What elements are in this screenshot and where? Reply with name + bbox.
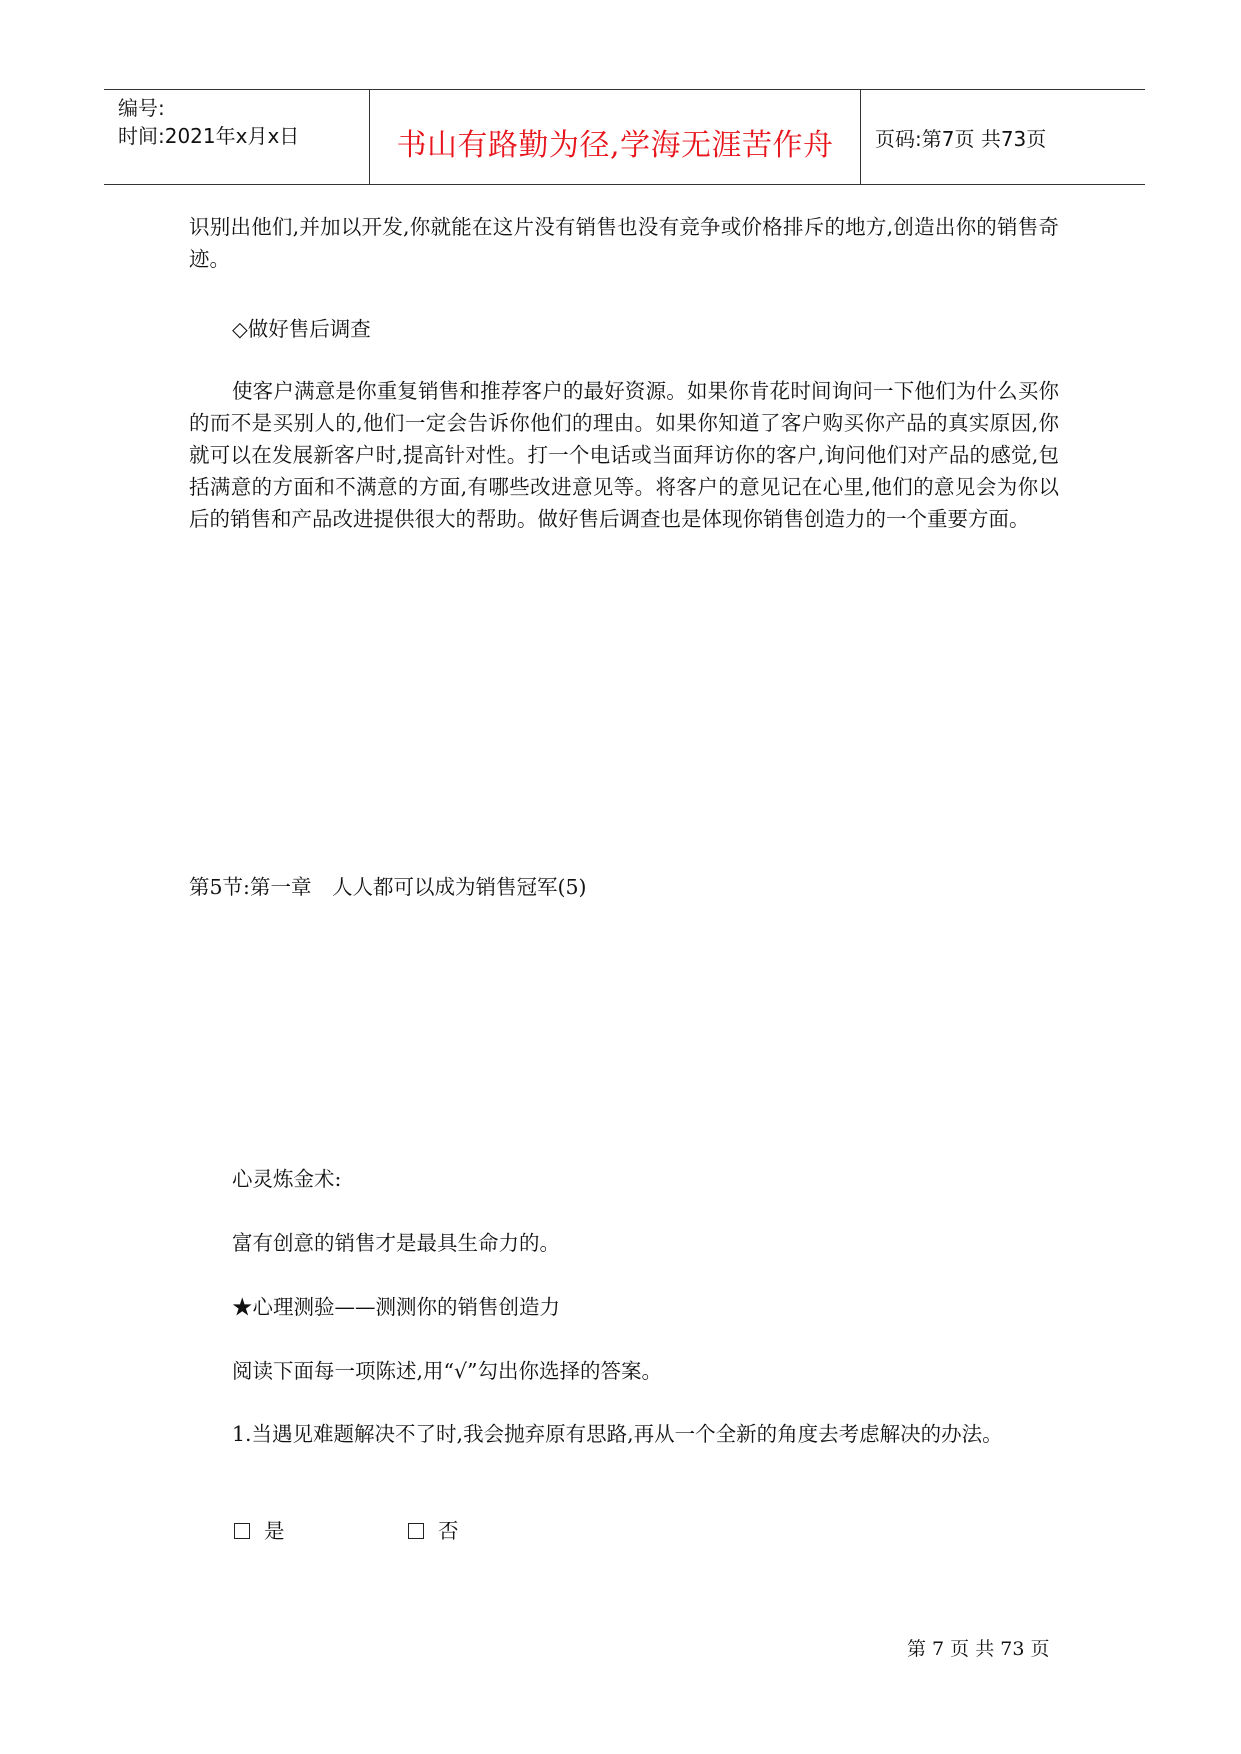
quiz-instruction: 阅读下面每一项陈述,用“√”勾出你选择的答案。	[232, 1359, 663, 1383]
question-1: 1.当遇见难题解决不了时,我会抛弃原有思路,再从一个全新的角度去考虑解决的办法。	[232, 1422, 1003, 1446]
option-no-label: 否	[438, 1519, 459, 1543]
paragraph-after-sales: 使客户满意是你重复销售和推荐客户的最好资源。如果你肯花时间询问一下他们为什么买你的而不是买别人的,他们一定会告诉你他们的理由。如果你知道了客户购买你产品的真实原因,你就可以在发展新客户时,提高针对性。打一个电话或当面拜访你的客户,询问他们对产品的感觉,包括满意的方面和不满意的方面,有哪些改进意见等。将客户的意见记在心里,他们的意见会为你以后的销售和产品改进提供很大的帮助。做好售后调查也是体现你销售创造力的一个重要方面。	[189, 379, 1059, 531]
heading-after-sales-survey: ◇做好售后调查	[232, 317, 371, 341]
checkbox-icon[interactable]	[408, 1523, 424, 1539]
header-motto: 书山有路勤为径,学海无涯苦作舟	[396, 128, 834, 163]
header-page-label: 页码:第7页 共73页	[875, 127, 1047, 151]
paragraph-continuation: 识别出他们,并加以开发,你就能在这片没有销售也没有竞争或价格排斥的地方,创造出你的销售奇迹。	[189, 215, 1059, 271]
page-footer: 第 7 页 共 73 页	[907, 1638, 1050, 1660]
option-yes[interactable]	[234, 1514, 285, 1544]
section-title: 第5节:第一章 人人都可以成为销售冠军(5)	[189, 875, 587, 899]
alchemy-text: 富有创意的销售才是最具生命力的。	[232, 1231, 560, 1255]
document-number-label: 编号:	[118, 96, 165, 120]
alchemy-label: 心灵炼金术:	[232, 1167, 342, 1191]
page-header	[104, 89, 1145, 185]
checkbox-icon[interactable]	[234, 1523, 250, 1539]
header-middle-cell	[369, 90, 861, 184]
document-time-label: 时间:2021年x月x日	[118, 124, 300, 148]
header-left-cell	[104, 90, 369, 184]
quiz-title: ★心理测验——测测你的销售创造力	[232, 1295, 560, 1319]
option-no[interactable]	[408, 1514, 459, 1544]
option-yes-label: 是	[264, 1519, 285, 1543]
header-right-cell	[861, 90, 1145, 184]
